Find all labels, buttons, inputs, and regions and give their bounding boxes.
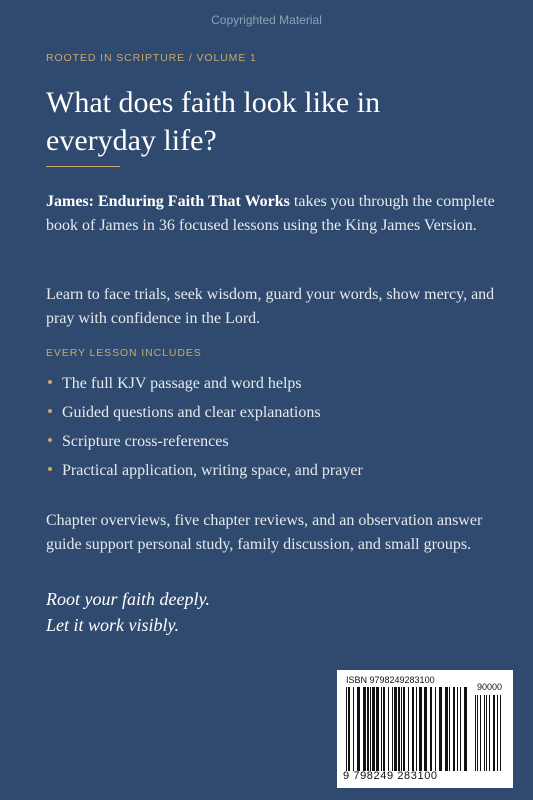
bullet-icon [48,467,52,471]
list-item-text: Scripture cross-references [62,433,229,450]
includes-list [46,374,363,490]
list-item [46,432,363,461]
book-title: James: Enduring Faith That Works [46,193,290,210]
closing-lines [46,586,210,638]
list-item-text: Practical application, writing space, and prayer [62,462,363,479]
price-barcode [475,695,505,771]
list-item-text: Guided questions and clear explanations [62,404,321,421]
support-paragraph: Chapter overviews, five chapter reviews, and an observation answer guide support personal study, family discussion, and small groups. [46,512,483,553]
list-item [46,374,363,403]
learn-paragraph: Learn to face trials, seek wisdom, guard your words, show mercy, and pray with confidence in the Lord. [46,286,495,327]
isbn-barcode [346,687,472,771]
series-line: ROOTED IN SCRIPTURE / VOLUME 1 [46,52,257,64]
headline: What does faith look like in everyday life? [46,86,381,157]
gold-divider [46,166,120,167]
list-item-text: The full KJV passage and word helps [62,375,302,392]
includes-heading: EVERY LESSON INCLUDES [46,347,202,359]
intro-paragraph [46,190,501,237]
list-item [46,403,363,432]
barcode-box [337,670,513,788]
isbn-digits: 9 798249 283100 [343,770,438,782]
price-code: 90000 [477,682,503,692]
intro-text: takes you through the complete book of James in 36 focused lessons using the King James Version. [46,193,495,234]
bullet-icon [48,380,52,384]
isbn-label: ISBN 9798249283100 [346,675,435,685]
copyright-watermark: Copyrighted Material [211,13,322,27]
list-item [46,461,363,490]
closing-line-2: Let it work visibly. [46,615,179,635]
bullet-icon [48,438,52,442]
bullet-icon [48,409,52,413]
closing-line-1: Root your faith deeply. [46,589,210,609]
